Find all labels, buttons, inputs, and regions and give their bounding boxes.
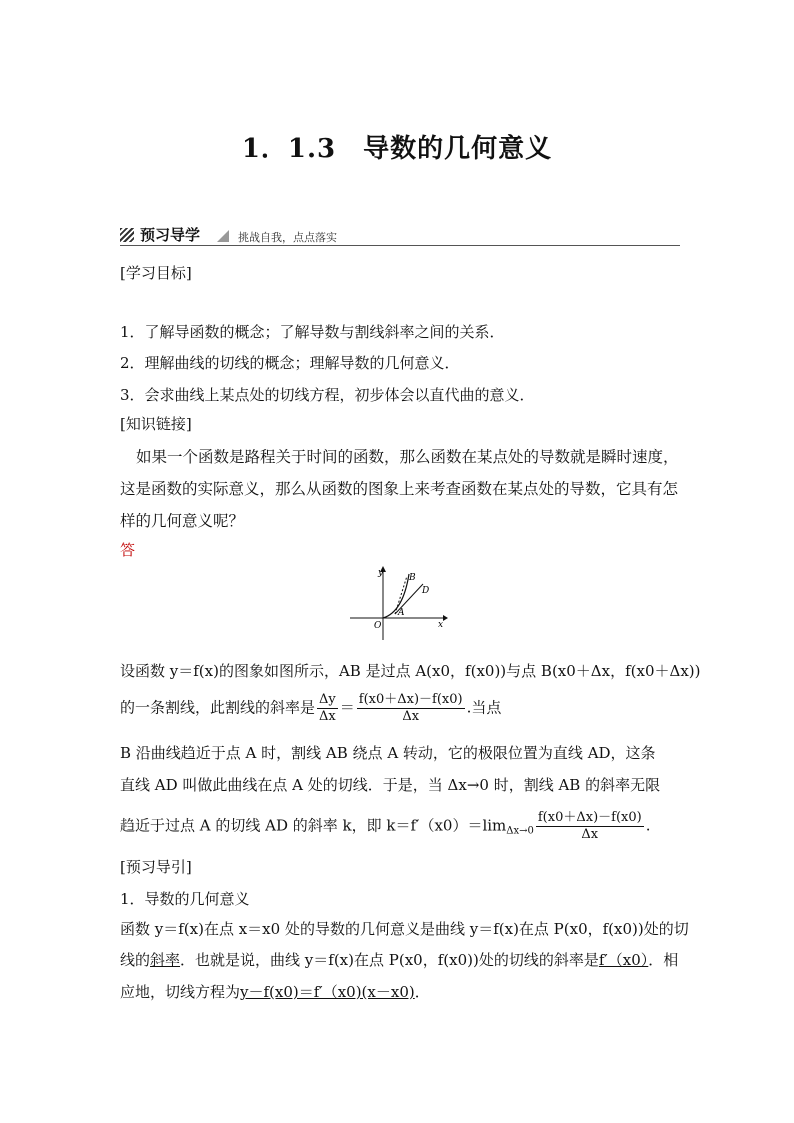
guide-text: 线的 [120,951,151,969]
fraction-difference-quotient [357,692,465,725]
answer-line-slope [120,692,501,725]
banner-rule [120,245,680,246]
banner-stripes-icon [120,228,134,242]
answer-text: 趋近于过点 A 的切线 AD 的斜率 k，即 k＝f′（x0）＝lim [120,816,507,835]
fraction-dy-dx [317,692,338,725]
equals-sign: ＝ [339,698,355,717]
fraction-denominator: Δx [581,827,599,842]
fraction-limit [536,810,644,843]
guide-line: 函数 y＝f(x)在点 x＝x0 处的导数的几何意义是曲线 y＝f(x)在点 P(x0，f(x0))处的切 [120,920,689,938]
x-axis-arrow-icon [443,615,448,621]
answer-line-limit [120,810,651,843]
fraction-denominator: Δx [402,709,420,724]
fraction-denominator: Δx [319,709,336,724]
guide-line-slope [120,950,678,970]
answer-text: .当点 [466,698,502,717]
guide-text: 应地，切线方程为 [120,983,241,1001]
guide-item-heading: 1．导数的几何意义 [120,890,250,908]
label-origin: O [374,621,382,631]
label-a: A [398,608,405,618]
objectives-heading: [学习目标] [120,264,192,282]
banner-title: 预习导学 [140,226,201,244]
page-title: 1．1.3 导数的几何意义 [241,134,553,164]
label-y: y [378,568,384,578]
label-x: x [438,620,444,630]
section-banner [120,222,680,246]
fill-blank-answer: 斜率 [150,951,181,969]
answer-text: . [645,816,651,835]
banner-subtitle: 挑战自我，点点落实 [238,231,337,244]
guide-text: ．也就是说，曲线 y＝f(x)在点 P(x0，f(x0))处的切线的斜率是 [180,951,599,969]
preview-guide-heading: [预习导引] [120,858,192,876]
banner-triangle-icon [217,230,229,242]
answer-line: 设函数 y＝f(x)的图象如图所示，AB 是过点 A(x0，f(x0))与点 B(x0＋Δx，f(x0＋Δx)) [120,662,701,680]
label-d: D [422,586,430,596]
answer-text: 的一条割线，此割线的斜率是 [120,698,316,717]
question-paragraph: 如果一个函数是路程关于时间的函数，那么函数在某点处的导数就是瞬时速度，这是函数的实际意义，那么从函数的图象上来考查函数在某点处的导数，它具有怎样的几何意义呢？ [120,448,679,530]
knowledge-link-heading: [知识链接] [120,415,192,433]
guide-line-tangent [120,982,430,1002]
label-b: B [409,573,416,583]
fraction-numerator: f(x0＋Δx)－f(x0) [537,810,642,825]
fraction-numerator: f(x0＋Δx)－f(x0) [358,692,463,707]
objective-item: 1．了解导函数的概念；了解导数与割线斜率之间的关系． [120,323,505,341]
fraction-numerator: Δy [319,692,336,707]
answer-line: B 沿曲线趋近于点 A 时，割线 AB 绕点 A 转动，它的极限位置为直线 AD，这条 [120,744,656,762]
objective-item: 3．会求曲线上某点处的切线方程，初步体会以直代曲的意义． [120,386,535,404]
guide-text: ．相 [648,951,679,969]
answer-line: 直线 AD 叫做此曲线在点 A 处的切线．于是，当 Δx→0 时，割线 AB 的斜率无限 [120,776,661,794]
answer-label: 答 [120,541,136,559]
guide-text: ． [414,983,430,1001]
curve [383,574,409,618]
limit-subscript: Δx→0 [506,825,534,837]
fill-blank-answer: y－f(x0)＝f′（x0)(x－x0) [240,983,415,1001]
fill-blank-answer: f′（x0） [598,951,649,969]
tangent-figure [345,562,449,642]
objective-item: 2．理解曲线的切线的概念；理解导数的几何意义． [120,354,460,372]
